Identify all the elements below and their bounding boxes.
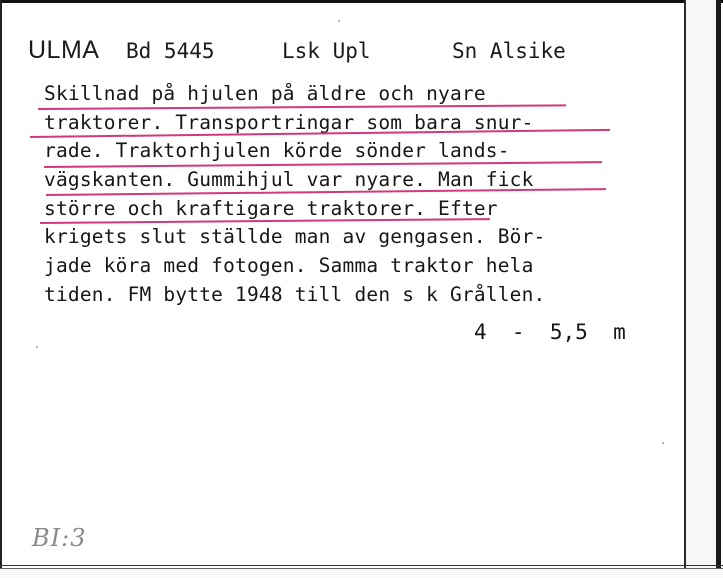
text-line: traktorer. Transportringar som bara snur- xyxy=(44,110,534,134)
card-header xyxy=(28,36,678,72)
scan-border-right xyxy=(716,0,721,578)
card-edge-right xyxy=(684,0,686,578)
text-line: rade. Traktorhjulen körde sönder lands- xyxy=(44,139,510,163)
scan-border-bottom xyxy=(0,568,723,578)
scan-margin-right xyxy=(686,0,716,578)
scan-border-left xyxy=(0,0,2,578)
record-number: Bd 5445 xyxy=(126,39,215,63)
paper-speck xyxy=(338,20,340,22)
landskap-field: Lsk Upl xyxy=(282,39,371,63)
scan-border-top xyxy=(0,0,723,3)
paper-speck xyxy=(36,346,38,348)
text-line: Skillnad på hjulen på äldre och nyare xyxy=(44,82,486,105)
text-line: krigets slut ställde man av gengasen. Bör- xyxy=(44,225,546,249)
card-edge-bottom xyxy=(0,565,723,566)
pencil-annotation: BI:3 xyxy=(32,524,87,552)
text-line: tiden. FM bytte 1948 till den s k Grållen. xyxy=(44,282,546,306)
measurement: 4 - 5,5 m xyxy=(474,320,626,344)
card-body-text xyxy=(44,80,664,310)
text-line: vägskanten. Gummihjul var nyare. Man fick xyxy=(44,168,534,192)
socken-field: Sn Alsike xyxy=(452,39,566,63)
text-line: jade köra med fotogen. Samma traktor hela xyxy=(44,254,534,278)
archive-code: ULMA xyxy=(28,36,100,64)
paper-speck xyxy=(662,442,664,444)
text-line: större och kraftigare traktorer. Efter xyxy=(44,196,498,220)
